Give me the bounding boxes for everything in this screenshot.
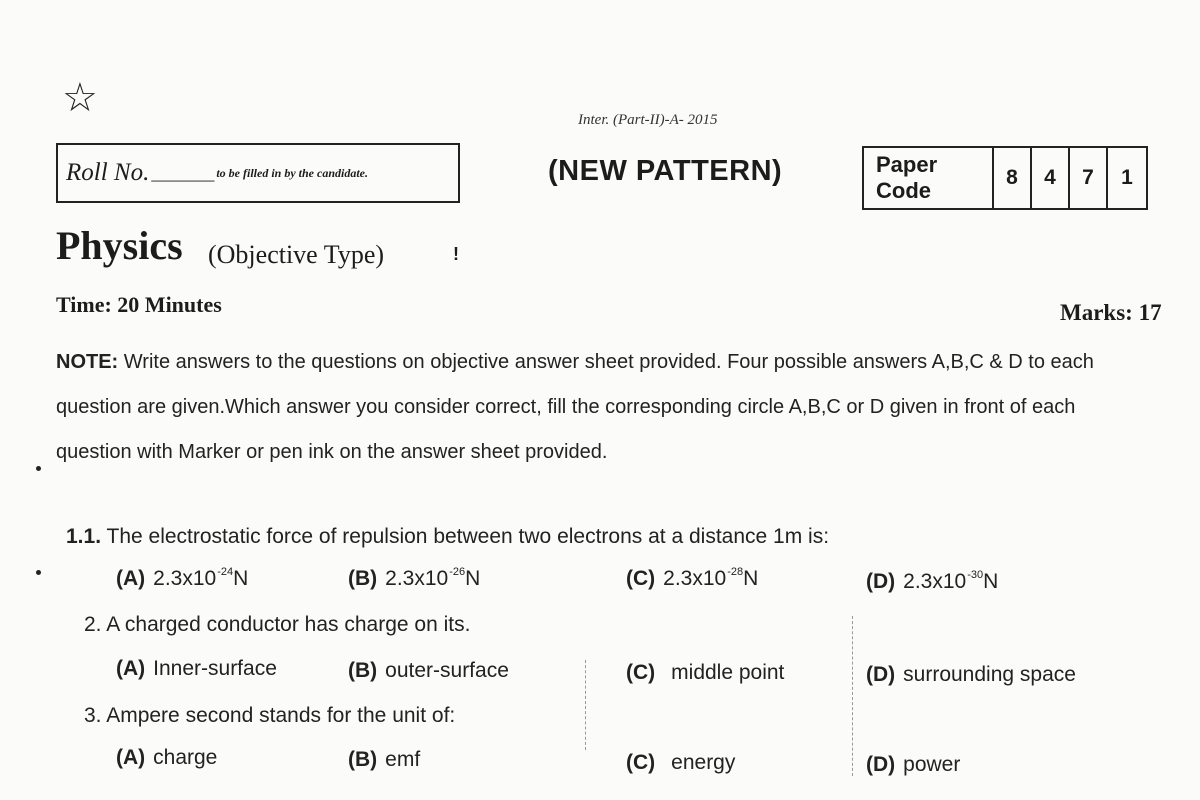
option-base: 2.3x10	[903, 570, 967, 593]
total-marks: Marks: 17	[1060, 300, 1162, 325]
roll-number-label: Roll No.	[66, 159, 150, 186]
option-exponent: -28	[727, 566, 744, 578]
paper-code-label: Paper Code	[864, 148, 994, 208]
question-3	[84, 704, 455, 728]
option-letter: (A)	[116, 657, 146, 680]
paper-code-box	[862, 146, 1148, 210]
option-letter: (D)	[866, 570, 896, 593]
option-letter: (D)	[866, 663, 896, 686]
paper-code-digit: 7	[1070, 148, 1108, 208]
option-letter: (C)	[626, 751, 656, 774]
note-line-1	[56, 340, 1156, 385]
option-exponent: -30	[967, 569, 984, 581]
q1-option-d	[866, 569, 998, 594]
option-text: power	[903, 753, 961, 776]
subject-title: Physics	[56, 223, 183, 268]
q1-option-a	[116, 566, 248, 591]
option-letter: (A)	[116, 746, 146, 769]
column-guide	[585, 660, 586, 750]
option-text: emf	[385, 748, 421, 771]
option-letter: (B)	[348, 659, 378, 682]
option-unit: N	[983, 570, 999, 593]
question-text: A charged conductor has charge on its.	[106, 613, 471, 636]
note-line-2: question are given.Which answer you consider correct, fill the corresponding circle A,B,C or D given in front of each	[56, 396, 1076, 418]
option-letter: (B)	[348, 748, 378, 771]
paper-type: (Objective Type)	[208, 240, 385, 269]
roll-number-blank: _______	[151, 162, 215, 183]
q2-option-a	[116, 657, 277, 681]
column-guide	[852, 616, 853, 776]
option-exponent: -24	[217, 566, 234, 578]
q3-option-d	[866, 753, 960, 777]
option-text: middle point	[671, 661, 785, 684]
star-mark-icon: ☆	[62, 75, 98, 121]
option-text: surrounding space	[903, 663, 1076, 686]
stray-dot	[36, 570, 41, 575]
time-allowed: Time: 20 Minutes	[56, 292, 222, 317]
option-base: 2.3x10	[153, 567, 217, 590]
q3-option-a	[116, 746, 217, 770]
option-letter: (D)	[866, 753, 896, 776]
pattern-heading: (NEW PATTERN)	[548, 155, 783, 187]
question-2	[84, 613, 470, 637]
option-letter: (A)	[116, 567, 146, 590]
option-unit: N	[465, 567, 481, 590]
option-base: 2.3x10	[385, 567, 449, 590]
question-number: 1.1.	[66, 525, 102, 548]
option-letter: (B)	[348, 567, 378, 590]
question-1	[66, 525, 829, 549]
q3-option-c	[626, 751, 735, 775]
option-text: energy	[671, 751, 736, 774]
option-letter: (C)	[626, 661, 656, 684]
option-text: charge	[153, 746, 218, 769]
option-base: 2.3x10	[663, 567, 727, 590]
note-label: NOTE:	[56, 351, 119, 373]
exam-title: Inter. (Part-II)-A- 2015	[578, 112, 718, 128]
stray-mark: !	[453, 244, 459, 264]
roll-number-box	[56, 143, 460, 203]
note-line-3: question with Marker or pen ink on the answer sheet provided.	[56, 441, 608, 463]
note-text-1: Write answers to the questions on objective answer sheet provided. Four possible answers A,B,C & D to each	[123, 351, 1094, 373]
question-text: The electrostatic force of repulsion between two electrons at a distance 1m is:	[106, 525, 830, 548]
paper-code-digit: 4	[1032, 148, 1070, 208]
q1-option-b	[348, 566, 480, 591]
question-number: 3.	[84, 704, 102, 727]
instructions-note	[56, 340, 1156, 475]
q2-option-d	[866, 663, 1076, 687]
option-unit: N	[233, 567, 249, 590]
option-text: Inner-surface	[153, 657, 277, 680]
option-unit: N	[743, 567, 759, 590]
option-letter: (C)	[626, 567, 656, 590]
roll-number-instruction: to be filled in by the candidate.	[216, 165, 368, 180]
q2-option-b	[348, 659, 509, 683]
paper-code-digit: 8	[994, 148, 1032, 208]
stray-dot	[36, 466, 41, 471]
question-number: 2.	[84, 613, 102, 636]
question-text: Ampere second stands for the unit of:	[106, 704, 456, 727]
q3-option-b	[348, 748, 420, 772]
option-text: outer-surface	[385, 659, 509, 682]
option-exponent: -26	[449, 566, 466, 578]
paper-code-digit: 1	[1121, 166, 1133, 189]
q1-option-c	[626, 566, 758, 591]
q2-option-c	[626, 661, 784, 685]
